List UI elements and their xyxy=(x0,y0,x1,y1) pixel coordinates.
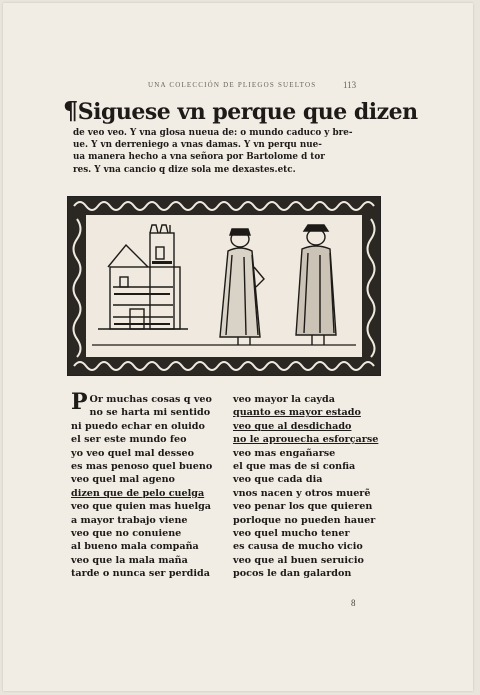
intro-paragraph xyxy=(73,127,383,176)
verse-line: tarde o nunca ser perdida xyxy=(71,568,210,580)
verse-line: veo que quien mas huelga xyxy=(71,501,212,513)
verse-line: veo mayor la cayda xyxy=(233,394,335,405)
verse-line: yo veo quel mal desseo xyxy=(71,447,194,459)
verse-column-left xyxy=(71,389,231,581)
intro-line: de veo veo. Y vna glosa nueua de: o mundo caduco y bre- xyxy=(73,128,353,138)
running-head: UNA COLECCIÓN DE PLIEGOS SUELTOS xyxy=(148,81,317,89)
verse-line: veo que al buen seruicio xyxy=(233,554,364,566)
verse-line: dizen que de pelo cuelga xyxy=(71,487,205,499)
woodcut-image xyxy=(68,197,380,375)
verse-line: veo penar los que quieren xyxy=(233,501,373,513)
verse-line: veo quel mucho tener xyxy=(233,528,350,540)
verse-line: es causa de mucho vicio xyxy=(233,541,363,553)
signature-mark: 8 xyxy=(351,598,356,608)
page-title xyxy=(63,96,418,125)
verse-column-right xyxy=(233,393,383,581)
page-number: 113 xyxy=(343,80,357,90)
verse-line: Or muchas cosas q veo xyxy=(89,394,212,405)
verse-line: no se harta mi sentido xyxy=(89,407,211,419)
verse-line: veo que al desdichado xyxy=(233,420,352,432)
verse-line: pocos le dan galardon xyxy=(233,568,352,580)
verse-line: veo que cada dia xyxy=(233,474,323,486)
verse-line: al bueno mala compaña xyxy=(71,541,199,553)
page-sheet xyxy=(3,3,473,691)
intro-line: res. Y vna cancio q dize sola me dexastes.etc. xyxy=(73,164,296,175)
intro-line: ue. Y vn derreniego a vnas damas. Y vn perqu nue- xyxy=(73,140,322,151)
verse-line: veo mas engañarse xyxy=(233,447,336,459)
verse-line: veo quel mal ageno xyxy=(71,474,175,486)
verse-line: quanto es mayor estado xyxy=(233,407,361,419)
verse-line: ni puedo echar en oluido xyxy=(71,420,205,432)
verse-line: veo que no conuiene xyxy=(71,528,182,540)
verse-line: veo que la mala maña xyxy=(71,554,188,566)
verse-line: el ser este mundo feo xyxy=(71,434,187,446)
drop-initial: P xyxy=(71,389,88,415)
verse-line: es mas penoso quel bueno xyxy=(71,461,213,473)
verse-line: el que mas de si confia xyxy=(233,461,356,473)
pilcrow-mark: ¶ xyxy=(63,96,78,125)
verse-line: porloque no pueden hauer xyxy=(233,514,376,526)
woodcut-illustration xyxy=(67,196,381,376)
verse-line: a mayor trabajo viene xyxy=(71,514,188,526)
heading-text: Siguese vn perque que dizen xyxy=(77,99,418,125)
verse-line: no le aprouecha esforçarse xyxy=(233,434,379,446)
verse-line: vnos nacen y otros muerẽ xyxy=(233,487,371,499)
intro-line: ua manera hecho a vna señora por Bartolome d tor xyxy=(73,152,325,163)
